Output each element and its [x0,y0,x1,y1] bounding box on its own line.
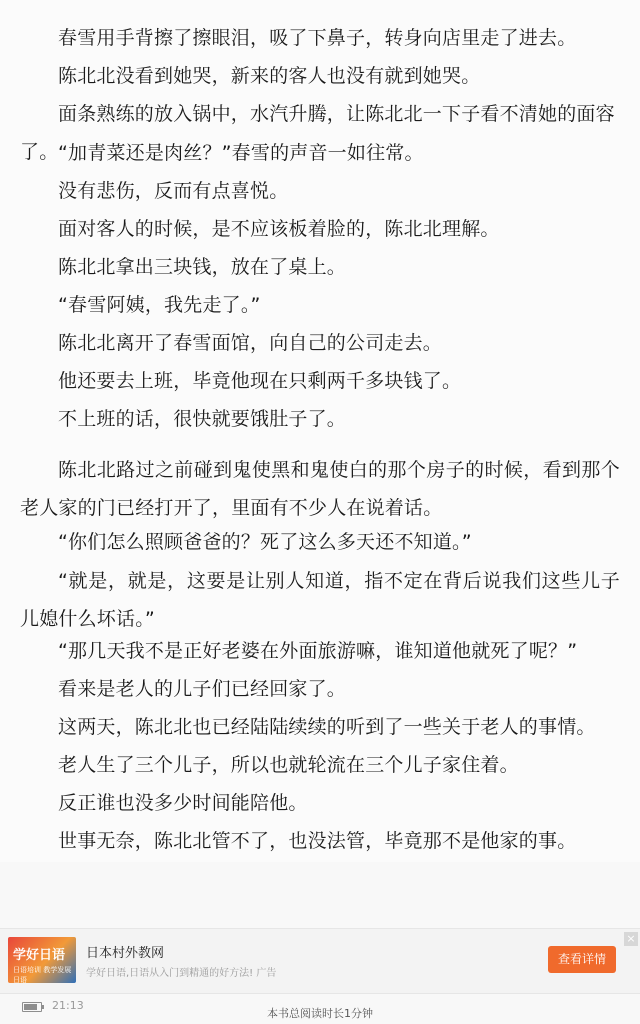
paragraph: 不上班的话，很快就要饿肚子了。 [58,408,347,430]
paragraph: 他还要去上班，毕竟他现在只剩两千多块钱了。 [58,370,462,392]
paragraph: “就是，就是，这要是让别人知道，指不定在背后说我们这些儿子儿媳什么坏话。” [20,570,620,630]
paragraph: “那几天我不是正好老婆在外面旅游嘛，谁知道他就死了呢？” [58,640,578,662]
paragraph: 陈北北没看到她哭，新来的客人也没有就到她哭。 [58,65,481,87]
paragraph: 面条熟练的放入锅中，水汽升腾，让陈北北一下子看不清她的面容了。 [20,103,615,163]
ad-title[interactable]: 日本村外教网 [86,946,165,961]
paragraph: “加青菜还是肉丝？”春雪的声音一如往常。 [58,142,424,164]
ad-thumbnail[interactable] [8,937,76,983]
paragraph: 反正谁也没多少时间能陪他。 [58,792,308,814]
ad-description: 学好日语,日语从入门到精通的好方法! 广告 [86,968,277,979]
paragraph: 面对客人的时候，是不应该板着脸的，陈北北理解。 [58,218,500,240]
paragraph: 看来是老人的儿子们已经回家了。 [58,678,347,700]
reader-status-bar [0,992,640,1024]
ad-banner[interactable] [0,928,640,994]
paragraph: “春雪阿姨，我先走了。” [58,294,261,316]
ad-thumbnail-subtitle: 日语培训 教学发展日语 [13,966,72,983]
clock: 21:13 [52,999,84,1012]
ad-view-details-button[interactable]: 查看详情 [548,946,616,973]
paragraph: 陈北北离开了春雪面馆，向自己的公司走去。 [58,332,443,354]
paragraph: 陈北北拿出三块钱，放在了桌上。 [58,256,347,278]
reading-time: 本书总阅读时长1分钟 [267,1007,373,1020]
paragraph: “你们怎么照顾爸爸的？死了这么多天还不知道。” [58,531,472,553]
ad-thumbnail-title: 学好日语 [13,948,66,963]
paragraph: 老人生了三个儿子，所以也就轮流在三个儿子家住着。 [58,754,519,776]
paragraph: 这两天，陈北北也已经陆陆续续的听到了一些关于老人的事情。 [58,716,596,738]
paragraph: 陈北北路过之前碰到鬼使黑和鬼使白的那个房子的时候，看到那个老人家的门已经打开了，里面有不少人在说着话。 [20,459,620,519]
close-icon[interactable]: × [624,932,638,946]
paragraph: 春雪用手背擦了擦眼泪，吸了下鼻子，转身向店里走了进去。 [58,27,577,49]
paragraph: 没有悲伤，反而有点喜悦。 [58,180,289,202]
paragraph: 世事无奈，陈北北管不了，也没法管，毕竟那不是他家的事。 [58,830,577,852]
